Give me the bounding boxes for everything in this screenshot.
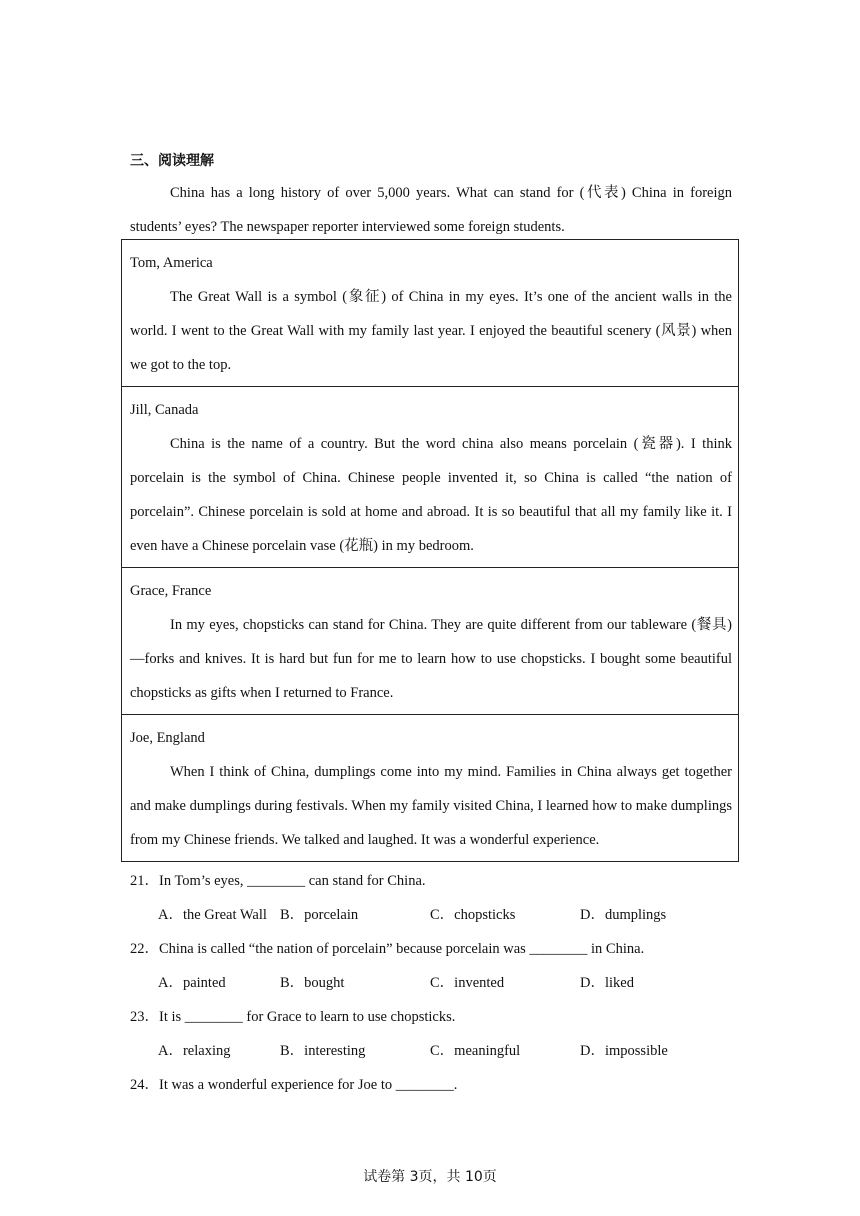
intro-paragraph <box>130 176 732 244</box>
entry-joe <box>122 714 738 861</box>
option-b: B．porcelain <box>280 907 359 923</box>
question-21: 21．In Tom’s eyes, ________ can stand for China. <box>130 873 426 889</box>
option-c: C．chopsticks <box>430 907 516 923</box>
option-a: A．relaxing <box>158 1043 231 1059</box>
entry-text: In my eyes, chopsticks can stand for China. They are quite different from our tableware (餐具)—forks and knives. It is hard but fun for me to learn how to use chopsticks. I bought some beautiful chopsticks as gifts when I returned to France. <box>130 617 732 701</box>
option-a: A．painted <box>158 975 226 991</box>
entry-tom <box>122 240 738 386</box>
option-c: C．meaningful <box>430 1043 521 1059</box>
option-c: C．invented <box>430 975 505 991</box>
entry-text: The Great Wall is a symbol (象征) of China in my eyes. It’s one of the ancient walls in the world. I went to the Great Wall with my family last year. I enjoyed the beautiful scenery (风景) when we got to the top. <box>130 289 732 373</box>
question-22: 22．China is called “the nation of porcelain” because porcelain was ________ in China. <box>130 941 645 957</box>
interview-table <box>121 239 739 862</box>
option-b: B．bought <box>280 975 345 991</box>
entry-author: Grace, France <box>130 583 212 599</box>
options-22 <box>130 966 750 1000</box>
question-23: 23．It is ________ for Grace to learn to use chopsticks. <box>130 1009 456 1025</box>
question-24: 24．It was a wonderful experience for Joe to ________. <box>130 1077 458 1093</box>
option-a: A．the Great Wall <box>158 907 267 923</box>
entry-author: Jill, Canada <box>130 402 199 418</box>
option-d: D．dumplings <box>580 907 667 923</box>
question-list <box>130 864 750 1102</box>
entry-text: China is the name of a country. But the word china also means porcelain (瓷器). I think porcelain is the symbol of China. Chinese people invented it, so China is called “the nation of porcelain”. Chinese porcelain is sold at home and abroad. It is so beautiful that all my family like it. I even have a Chinese porcelain vase (花瓶) in my bedroom. <box>130 436 732 554</box>
option-d: D．liked <box>580 975 634 991</box>
entry-author: Joe, England <box>130 730 205 746</box>
options-21 <box>130 898 750 932</box>
entry-jill <box>122 386 738 567</box>
intro-text: China has a long history of over 5,000 years. What can stand for (代表) China in foreign students’ eyes? The newspaper reporter interviewed some foreign students. <box>130 185 732 235</box>
page-footer: 试卷第 3页，共 10页 <box>363 1169 497 1185</box>
options-23 <box>130 1034 750 1068</box>
entry-author: Tom, America <box>130 255 213 271</box>
section-title: 三、阅读理解 <box>130 153 214 169</box>
option-d: D．impossible <box>580 1043 668 1059</box>
entry-grace <box>122 567 738 714</box>
entry-text: When I think of China, dumplings come into my mind. Families in China always get together and make dumplings during festivals. When my family visited China, I learned how to make dumplings from my Chinese friends. We talked and laughed. It was a wonderful experience. <box>130 764 732 848</box>
option-b: B．interesting <box>280 1043 366 1059</box>
